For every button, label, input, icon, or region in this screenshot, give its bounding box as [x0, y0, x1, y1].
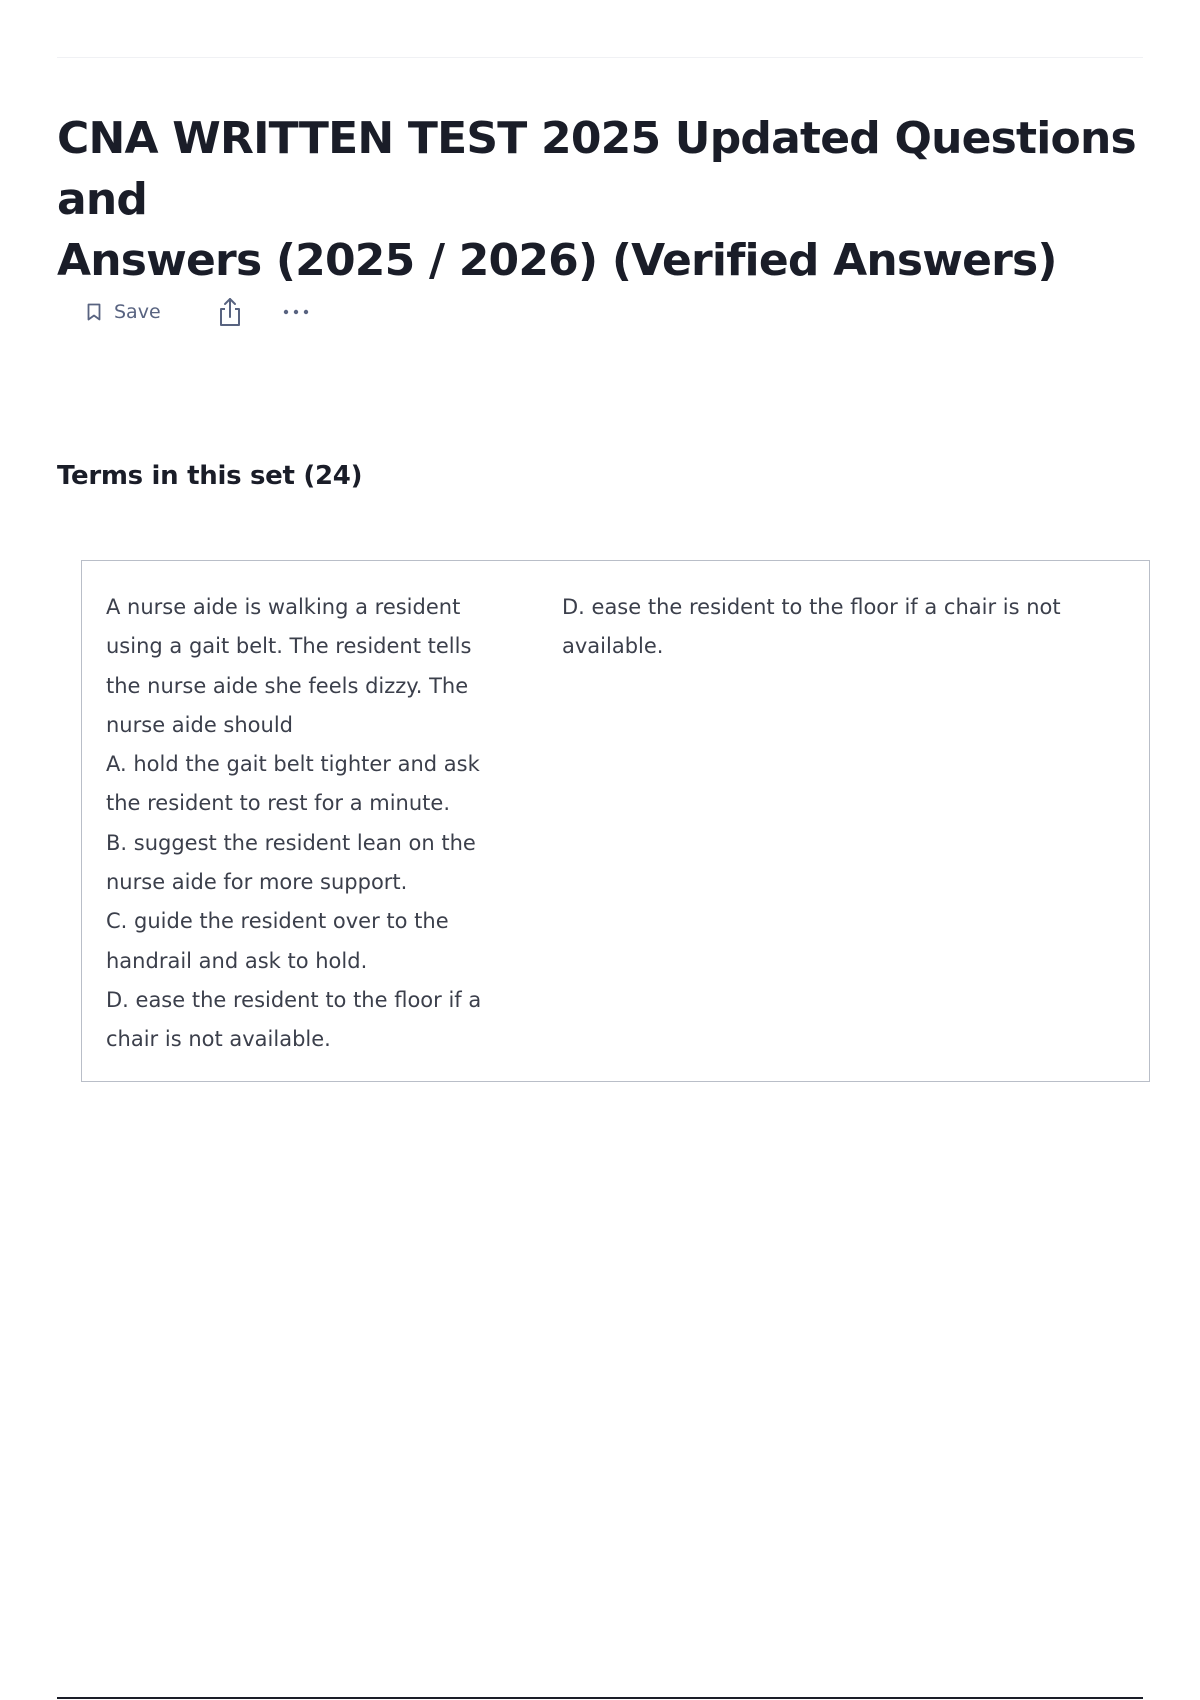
term-line: the resident to rest for a minute.: [106, 791, 451, 816]
share-button[interactable]: [215, 295, 245, 329]
term-line: chair is not available.: [106, 1027, 331, 1052]
term-line: B. suggest the resident lean on the: [106, 830, 476, 855]
page-title-line: Answers (2025 / 2026) (Verified Answers): [57, 235, 1057, 286]
term-line: C. guide the resident over to the: [106, 909, 449, 934]
term-line: handrail and ask to hold.: [106, 948, 368, 973]
page-title: [57, 108, 1177, 291]
term-line: A nurse aide is walking a resident: [106, 595, 461, 619]
save-button[interactable]: [78, 297, 169, 327]
term-card: [81, 560, 1150, 1082]
action-toolbar: [78, 294, 313, 330]
term-line: using a gait belt. The resident tells: [106, 634, 472, 659]
more-icon: [281, 308, 311, 316]
definition-text: [562, 588, 1102, 667]
term-text: [106, 588, 506, 1060]
bookmark-icon: [86, 302, 102, 322]
term-line: nurse aide should: [106, 712, 293, 737]
term-line: A. hold the gait belt tighter and ask: [106, 752, 480, 777]
term-line: D. ease the resident to the floor if a: [106, 987, 482, 1012]
term-line: nurse aide for more support.: [106, 870, 408, 895]
bottom-divider: [57, 1697, 1143, 1699]
page-title-line: CNA WRITTEN TEST 2025 Updated Questions and: [57, 113, 1136, 225]
top-divider: [57, 57, 1143, 58]
definition-line: available.: [562, 634, 664, 659]
definition-line: D. ease the resident to the floor if a chair is not: [562, 595, 1061, 619]
terms-heading: Terms in this set (24): [57, 461, 363, 491]
save-label: Save: [114, 301, 161, 323]
term-line: the nurse aide she feels dizzy. The: [106, 673, 469, 698]
more-options-button[interactable]: [279, 297, 313, 327]
share-icon: [216, 296, 244, 328]
